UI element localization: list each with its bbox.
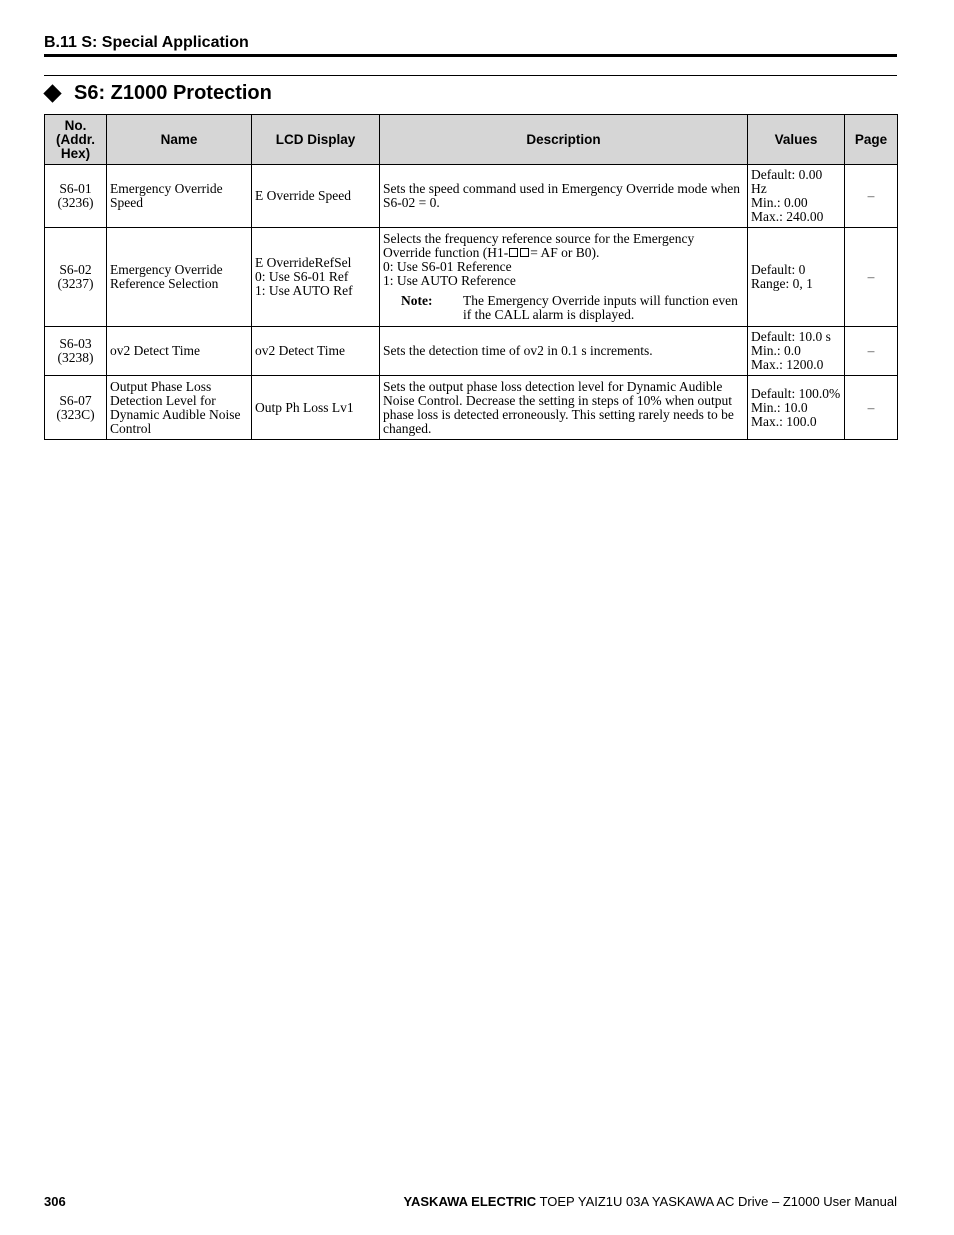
param-number-cell: [45, 327, 107, 376]
value-min: Min.: 10.0: [751, 399, 808, 415]
table-header-row: [45, 115, 898, 165]
col-header-lcd: LCD Display: [252, 115, 380, 165]
note-block: [383, 294, 744, 322]
col-header-page: Page: [845, 115, 898, 165]
lcd-display-line: 0: Use S6-01 Ref: [255, 269, 349, 284]
value-default: Default: 0.00 Hz: [751, 167, 823, 196]
param-description: [380, 228, 748, 327]
param-name: Emergency Override Speed: [107, 165, 252, 228]
diamond-bullet-icon: [43, 84, 61, 102]
param-name: ov2 Detect Time: [107, 327, 252, 376]
lcd-display-cell: [252, 228, 380, 327]
value-max: Max.: 240.00: [751, 209, 824, 224]
note-text: The Emergency Override inputs will function even if the CALL alarm is displayed.: [463, 293, 738, 322]
param-number-cell: [45, 228, 107, 327]
table-row: [45, 376, 898, 440]
param-address: (3236): [57, 195, 94, 210]
table-row: [45, 228, 898, 327]
param-name: Output Phase Loss Detection Level for Dynamic Audible Noise Control: [107, 376, 252, 440]
param-address: (3238): [57, 350, 94, 365]
value-range: Range: 0, 1: [751, 276, 813, 291]
param-number: S6-03: [59, 336, 92, 351]
lcd-display-line: ov2 Detect Time: [255, 343, 345, 358]
parameter-table: [44, 114, 898, 440]
param-number-cell: [45, 165, 107, 228]
value-min: Min.: 0.00: [751, 195, 808, 210]
param-values-cell: [748, 165, 845, 228]
col-header-no: No. (Addr. Hex): [45, 115, 107, 165]
footer-doc-info: [404, 1194, 897, 1209]
lcd-display-line: E OverrideRefSel: [255, 255, 352, 270]
description-part: = AF or B0).: [530, 245, 600, 260]
placeholder-box-icon: [520, 248, 529, 257]
col-header-values: Values: [748, 115, 845, 165]
value-default: Default: 0: [751, 262, 806, 277]
page-title-row: [44, 80, 272, 106]
col-header-name: Name: [107, 115, 252, 165]
description-option: 0: Use S6-01 Reference: [383, 259, 512, 274]
note-label: Note:: [401, 293, 433, 308]
table-row: [45, 165, 898, 228]
placeholder-box-icon: [509, 248, 518, 257]
param-page: –: [845, 376, 898, 440]
page-title: S6: Z1000 Protection: [74, 81, 272, 104]
description-option: 1: Use AUTO Reference: [383, 273, 516, 288]
value-default: Default: 100.0%: [751, 385, 841, 401]
description-part: Selects the frequency reference source for the Emergency Override function (H1-: [383, 231, 695, 260]
lcd-display-line: E Override Speed: [255, 188, 351, 203]
param-values-cell: [748, 327, 845, 376]
param-description: Sets the detection time of ov2 in 0.1 s increments.: [380, 327, 748, 376]
value-max: Max.: 100.0: [751, 413, 817, 429]
value-max: Max.: 1200.0: [751, 357, 824, 372]
title-rule: [44, 75, 897, 76]
param-values-cell: [748, 376, 845, 440]
header-rule: [44, 54, 897, 57]
lcd-display-cell: [252, 165, 380, 228]
lcd-display-line: 1: Use AUTO Ref: [255, 283, 353, 298]
param-description: Sets the output phase loss detection level for Dynamic Audible Noise Control. Decrease the setting in steps of 10% when output phase loss is detected erroneously. This setting rarely needs to be changed.: [380, 376, 748, 440]
lcd-display-cell: [252, 327, 380, 376]
param-address: (3237): [57, 276, 94, 291]
lcd-display-line: Outp Ph Loss Lv1: [255, 399, 354, 415]
param-description: Sets the speed command used in Emergency Override mode when S6-02 = 0.: [380, 165, 748, 228]
param-name: Emergency Override Reference Selection: [107, 228, 252, 327]
param-values-cell: [748, 228, 845, 327]
value-default: Default: 10.0 s: [751, 329, 831, 344]
value-min: Min.: 0.0: [751, 343, 801, 358]
section-header: B.11 S: Special Application: [44, 34, 249, 51]
param-address: (323C): [56, 406, 95, 422]
param-page: –: [845, 228, 898, 327]
table-row: [45, 327, 898, 376]
param-number: S6-02: [59, 262, 92, 277]
col-header-description: Description: [380, 115, 748, 165]
footer-doc-title: TOEP YAIZ1U 03A YASKAWA AC Drive – Z1000 User Manual: [536, 1194, 897, 1209]
param-number-cell: [45, 376, 107, 440]
param-page: –: [845, 165, 898, 228]
lcd-display-cell: [252, 376, 380, 440]
footer-brand: YASKAWA ELECTRIC: [403, 1194, 537, 1209]
param-number: S6-01: [59, 181, 92, 196]
param-page: –: [845, 327, 898, 376]
footer-page-number: 306: [44, 1194, 66, 1209]
param-number: S6-07: [59, 392, 92, 408]
description-text: [383, 231, 694, 260]
